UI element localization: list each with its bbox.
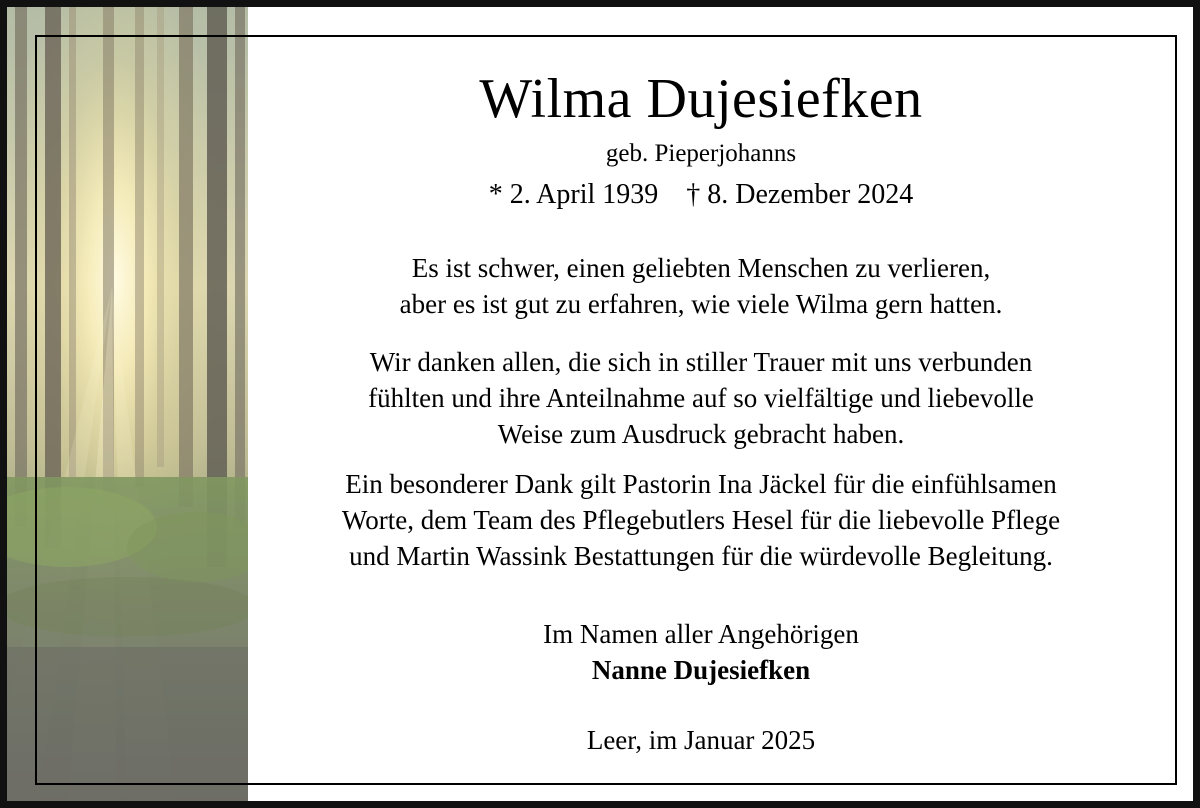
paragraph-special-thanks <box>248 466 1154 574</box>
birth-date: * 2. April 1939 <box>488 179 659 210</box>
paragraph-line: Es ist schwer, einen geliebten Menschen zu verlieren, <box>411 253 991 283</box>
paragraph-line: fühlten und ihre Anteilnahme auf so vielfältige und liebevolle <box>368 383 1034 413</box>
paragraph-line: Wir danken allen, die sich in stiller Trauer mit uns verbunden <box>369 347 1033 377</box>
deceased-name: Wilma Dujesiefken <box>479 68 923 130</box>
signature-intro: Im Namen aller Angehörigen <box>543 619 859 649</box>
paragraph-line: aber es ist gut zu erfahren, wie viele Wilma gern hatten. <box>399 289 1003 319</box>
signature-name: Nanne Dujesiefken <box>591 655 811 685</box>
maiden-name: geb. Pieperjohanns <box>605 140 797 167</box>
paragraph-thanks <box>248 344 1154 452</box>
paragraph-line: Worte, dem Team des Pflegebutlers Hesel für die liebevolle Pflege <box>341 505 1061 535</box>
paragraph-line: Ein besonderer Dank gilt Pastorin Ina Jäckel für die einfühlsamen <box>345 469 1057 499</box>
paragraph-loss <box>248 250 1154 322</box>
place-date: Leer, im Januar 2025 <box>586 725 816 755</box>
death-date: † 8. Dezember 2024 <box>686 179 914 210</box>
life-dates <box>248 179 1154 211</box>
paragraph-line: und Martin Wassink Bestattungen für die würdevolle Begleitung. <box>349 541 1053 571</box>
paragraph-line: Weise zum Ausdruck gebracht haben. <box>497 419 905 449</box>
